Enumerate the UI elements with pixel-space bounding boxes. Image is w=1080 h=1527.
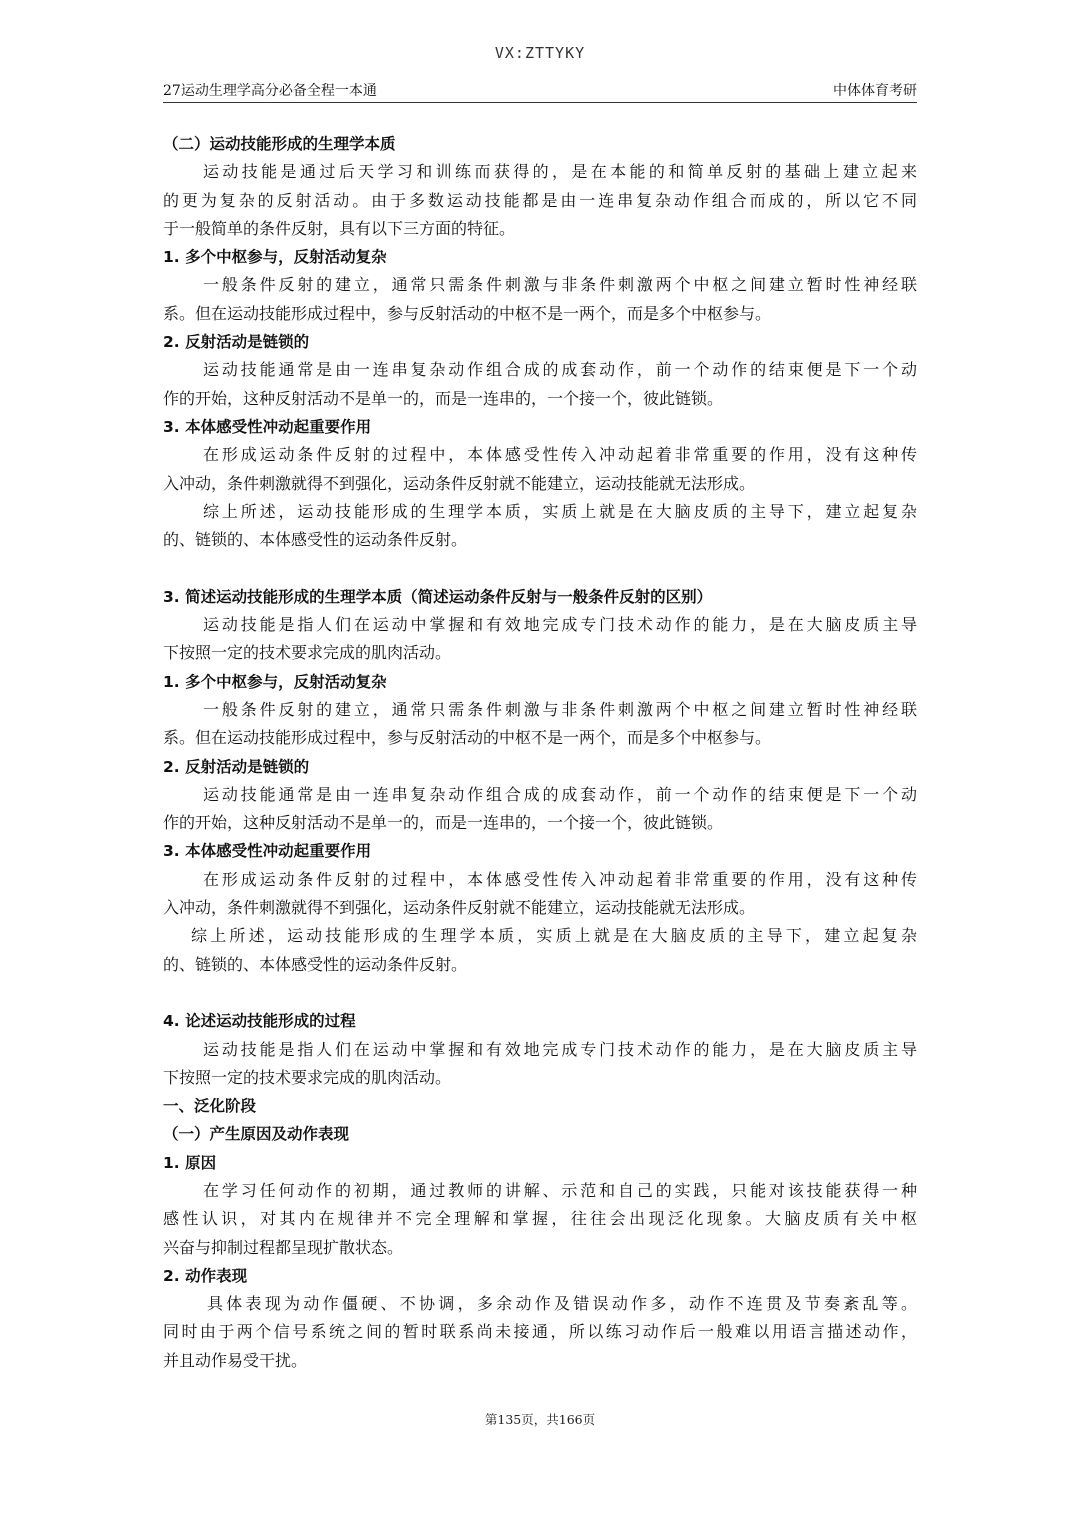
paragraph-line: 的更为复杂的反射活动。由于多数运动技能都是由一连串复杂动作组合而成的，所以它不同 <box>163 190 917 210</box>
paragraph-line: 在形成运动条件反射的过程中，本体感受性传入冲动起着非常重要的作用，没有这种传 <box>203 869 917 889</box>
section-heading: 2. 动作表现 <box>163 1266 248 1285</box>
paragraph-line: 作的开始，这种反射活动不是单一的，而是一连串的，一个接一个，彼此链锁。 <box>163 388 724 408</box>
paragraph-line: 兴奋与抑制过程都呈现扩散状态。 <box>163 1237 404 1257</box>
paragraph-line: 下按照一定的技术要求完成的肌肉活动。 <box>163 643 452 663</box>
paragraph-line: 一般条件反射的建立，通常只需条件刺激与非条件刺激两个中枢之间建立暂时性神经联 <box>203 699 917 719</box>
paragraph-line: 在形成运动条件反射的过程中，本体感受性传入冲动起着非常重要的作用，没有这种传 <box>203 445 917 465</box>
section-heading: 1. 多个中枢参与，反射活动复杂 <box>163 672 387 691</box>
paragraph-line: 入冲动，条件刺激就得不到强化，运动条件反射就不能建立，运动技能就无法形成。 <box>163 473 756 493</box>
paragraph-line: 运动技能是指人们在运动中掌握和有效地完成专门技术动作的能力，是在大脑皮质主导 <box>203 1039 917 1059</box>
section-heading: 3. 简述运动技能形成的生理学本质（简述运动条件反射与一般条件反射的区别） <box>163 587 713 606</box>
paragraph-line: 运动技能通常是由一连串复杂动作组合成的成套动作，前一个动作的结束便是下一个动 <box>203 784 917 804</box>
paragraph-line: 于一般简单的条件反射，具有以下三方面的特征。 <box>163 218 516 238</box>
paragraph-line: 并且动作易受干扰。 <box>163 1350 308 1370</box>
paragraph-line: 综上所述，运动技能形成的生理学本质，实质上就是在大脑皮质的主导下，建立起复杂 <box>191 926 917 946</box>
section-heading: （一）产生原因及动作表现 <box>163 1125 350 1144</box>
paragraph-line: 同时由于两个信号系统之间的暂时联系尚未接通，所以练习动作后一般难以用语言描述动作， <box>163 1322 917 1342</box>
paragraph-line: 综上所述，运动技能形成的生理学本质，实质上就是在大脑皮质的主导下，建立起复杂 <box>203 501 917 521</box>
spacer <box>163 979 917 1007</box>
paragraph-line: 感性认识，对其内在规律并不完全理解和掌握，往往会出现泛化现象。大脑皮质有关中枢 <box>163 1209 917 1229</box>
paragraph-line: 的、链锁的、本体感受性的运动条件反射。 <box>163 954 468 974</box>
spacer <box>163 554 917 582</box>
paragraph-line: 具体表现为动作僵硬、不协调，多余动作及错误动作多，动作不连贯及节奏紊乱等。 <box>207 1294 917 1314</box>
paragraph-line: 的、链锁的、本体感受性的运动条件反射。 <box>163 530 468 550</box>
page-header <box>163 78 917 103</box>
section-heading: 3. 本体感受性冲动起重要作用 <box>163 417 372 436</box>
section-heading: 2. 反射活动是链锁的 <box>163 333 310 352</box>
paragraph-line: 系。但在运动技能形成过程中，参与反射活动的中枢不是一两个，而是多个中枢参与。 <box>163 728 772 748</box>
section-heading: 1. 原因 <box>163 1153 217 1172</box>
paragraph-line: 作的开始，这种反射活动不是单一的，而是一连串的，一个接一个，彼此链锁。 <box>163 813 724 833</box>
header-book-title: 27运动生理学高分必备全程一本通 <box>163 83 377 99</box>
paragraph-line: 系。但在运动技能形成过程中，参与反射活动的中枢不是一两个，而是多个中枢参与。 <box>163 303 772 323</box>
page-number: 第135页，共166页 <box>484 1412 596 1427</box>
section-heading: 一、泛化阶段 <box>163 1097 257 1116</box>
section-heading: 2. 反射活动是链锁的 <box>163 757 310 776</box>
header-publisher: 中体体育考研 <box>833 83 917 99</box>
paragraph-line: 运动技能是指人们在运动中掌握和有效地完成专门技术动作的能力，是在大脑皮质主导 <box>203 615 917 635</box>
paragraph-line: 入冲动，条件刺激就得不到强化，运动条件反射就不能建立，运动技能就无法形成。 <box>163 898 756 918</box>
paragraph-line: 在学习任何动作的初期，通过教师的讲解、示范和自己的实践，只能对该技能获得一种 <box>203 1180 917 1200</box>
watermark: VX:ZTTYKY <box>494 44 586 62</box>
paragraph-line: 运动技能是通过后天学习和训练而获得的，是在本能的和简单反射的基础上建立起来 <box>203 162 917 182</box>
section-heading: 3. 本体感受性冲动起重要作用 <box>163 842 372 861</box>
section-heading: 1. 多个中枢参与，反射活动复杂 <box>163 248 387 267</box>
paragraph-line: 一般条件反射的建立，通常只需条件刺激与非条件刺激两个中枢之间建立暂时性神经联 <box>203 275 917 295</box>
page-body <box>163 130 917 1375</box>
section-heading: 4. 论述运动技能形成的过程 <box>163 1012 356 1031</box>
paragraph-line: 运动技能通常是由一连串复杂动作组合成的成套动作，前一个动作的结束便是下一个动 <box>203 360 917 380</box>
paragraph-line: 下按照一定的技术要求完成的肌肉活动。 <box>163 1067 452 1087</box>
section-heading: （二）运动技能形成的生理学本质 <box>163 135 396 153</box>
